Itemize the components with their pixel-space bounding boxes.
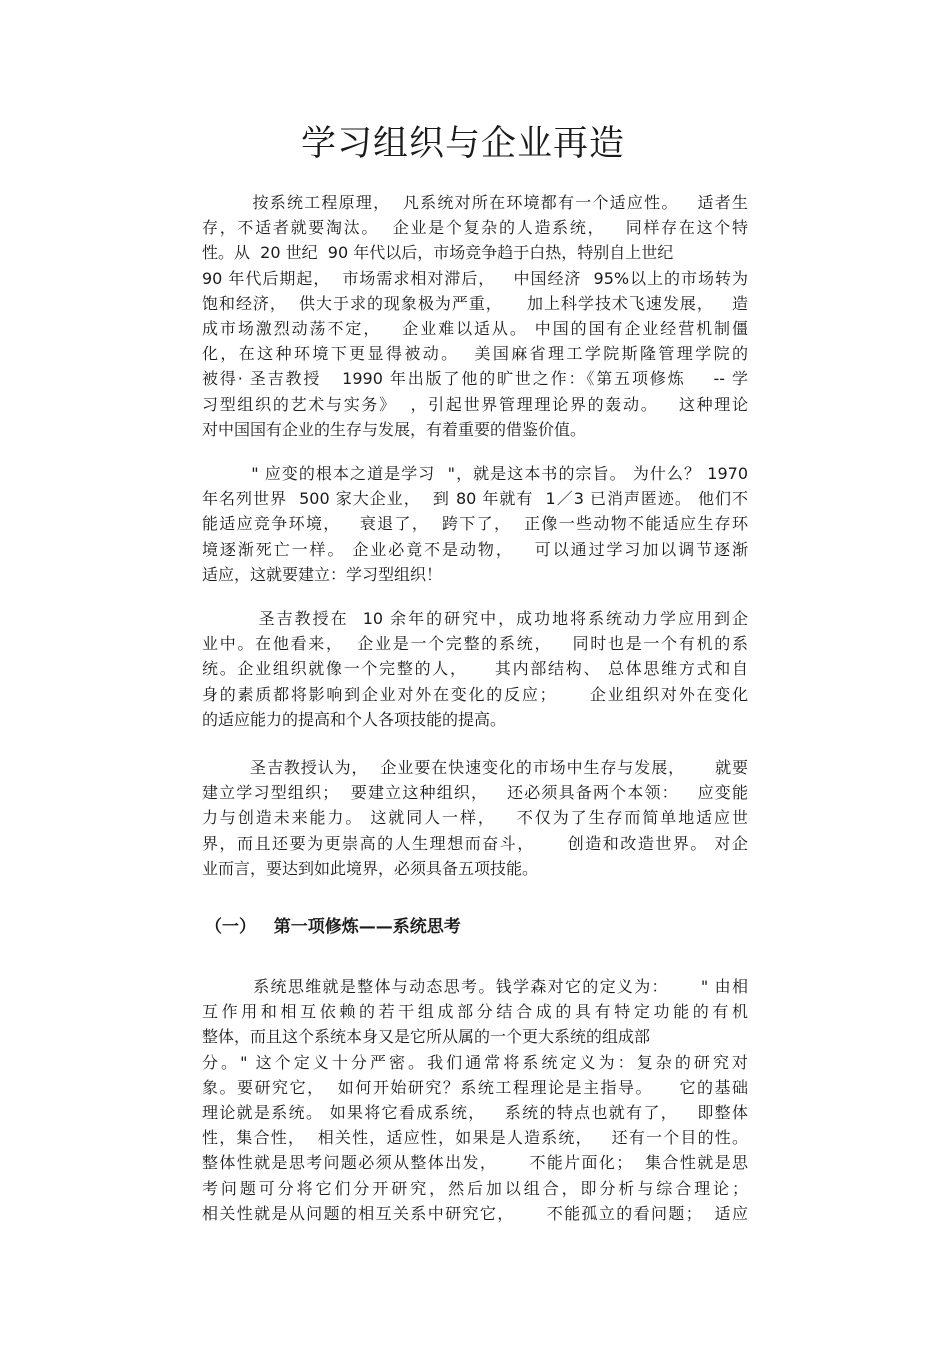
text-line: 分。" 这个定义十分严密。我们通常将系统定义为：复杂的研究对 [202, 1052, 748, 1072]
text-line: 圣吉教授在 10 余年的研究中，成功地将系统动力学应用到企 [202, 609, 748, 628]
text-line: 象。要研究它， 如何开始研究？系统工程理论是主指导。 它的基础 [202, 1077, 748, 1097]
text-line: 圣吉教授认为， 企业要在快速变化的市场中生存与发展， 就要 [202, 758, 748, 777]
text-line: 饱和经济， 供大于求的现象极为严重， 加上科学技术飞速发展， 造 [202, 293, 748, 313]
text-line: 年名列世界 500 家大企业， 到 80 年就有 1／3 已消声匿迹。 他们不 [202, 489, 748, 509]
paragraph-3 [202, 606, 748, 732]
text-line: 境逐渐死亡一样。 企业必竟不是动物， 可以通过学习加以调节逐渐 [202, 539, 748, 559]
text-line: 成市场激烈动荡不定， 企业难以适从。 中国的国有企业经营机制僵 [202, 318, 748, 338]
text-line: 被得· 圣吉教授 1990 年出版了他的旷世之作：《第五项修炼 -- 学 [202, 369, 748, 389]
text-line: 化，在这种环境下更显得被动。 美国麻省理工学院斯隆管理学院的 [202, 344, 748, 364]
text-line: 力与创造未来能力。 这就同人一样， 不仅为了生存而简单地适应世 [202, 808, 748, 828]
text-line: 适应，这就要建立：学习型组织！ [202, 564, 443, 584]
text-line: 身的素质都将影响到企业对外在变化的反应； 企业组织对外在变化 [202, 684, 748, 704]
text-line: 对中国国有企业的生存与发展，有着重要的借鉴价值。 [202, 419, 587, 439]
text-line: 的适应能力的提高和个人各项技能的提高。 [202, 709, 507, 729]
section-paragraph [202, 974, 748, 1226]
text-line: 统。企业组织就像一个完整的人， 其内部结构、 总体思维方式和自 [202, 659, 748, 679]
text-line: 考问题可分将它们分开研究，然后加以组合，即分析与综合理论； [202, 1178, 748, 1198]
text-line: 建立学习型组织； 要建立这种组织， 还必须具备两个本领： 应变能 [202, 783, 748, 803]
paragraph-2 [202, 461, 748, 587]
text-line: 相关性就是从问题的相互关系中研究它， 不能孤立的看问题； 适应 [202, 1203, 748, 1223]
text-line: 互作用和相互依赖的若干组成部分结合成的具有特定功能的有机 [202, 1002, 748, 1022]
text-line: 整体性就是思考问题必须从整体出发， 不能片面化； 集合性就是思 [202, 1153, 748, 1173]
paragraph-4 [202, 755, 748, 881]
text-line: 存，不适者就要淘汰。 企业是个复杂的人造系统， 同样存在这个特 [202, 218, 748, 238]
text-line: 业而言，要达到如此境界，必须具备五项技能。 [202, 858, 539, 878]
text-line: 性，集合性， 相关性，适应性，如果是人造系统， 还有一个目的性。 [202, 1128, 748, 1148]
section-heading: （一） 第一项修炼——系统思考 [205, 917, 461, 937]
text-line: 业中。在他看来， 企业是一个完整的系统， 同时也是一个有机的系 [202, 634, 748, 654]
text-line: 性。从 20 世纪 90 年代以后，市场竞争趋于白热，特别自上世纪 [202, 243, 674, 263]
text-line: " 应变的根本之道是学习 "，就是这本书的宗旨。 为什么？ 1970 [202, 464, 748, 483]
text-line: 习型组织的艺术与实务》 ，引起世界管理理论界的轰动。 这种理论 [202, 394, 748, 414]
text-line: 能适应竞争环境， 衰退了， 跨下了， 正像一些动物不能适应生存环 [202, 514, 748, 534]
text-line: 系统思维就是整体与动态思考。钱学森对它的定义为： " 由相 [202, 977, 748, 996]
text-line: 界，而且还要为更崇高的人生理想而奋斗， 创造和改造世界。 对企 [202, 833, 748, 853]
document-title: 学习组织与企业再造 [300, 124, 625, 164]
text-line: 整体，而且这个系统本身又是它所从属的一个更大系统的组成部 [202, 1027, 651, 1047]
text-line: 90 年代后期起， 市场需求相对滞后， 中国经济 95%以上的市场转为 [202, 268, 748, 288]
text-line: 按系统工程原理， 凡系统对所在环境都有一个适应性。 适者生 [202, 193, 748, 212]
text-line: 理论就是系统。 如果将它看成系统， 系统的特点也就有了， 即整体 [202, 1102, 748, 1122]
paragraph-1 [202, 190, 748, 442]
